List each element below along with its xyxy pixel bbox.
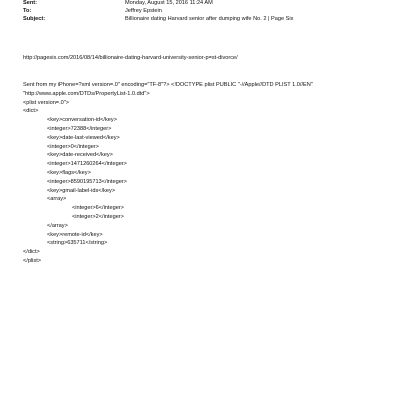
- to-label: To:: [23, 8, 32, 14]
- body-line: <dict>: [23, 108, 39, 115]
- body-line: <integer>72388</integer>: [47, 125, 112, 132]
- body-line: <plist version=.0">: [23, 99, 69, 106]
- body-line: <key>gmail-label-ids</key>: [47, 187, 116, 194]
- body-line: </array>: [47, 222, 68, 229]
- sent-label: Sent:: [23, 0, 37, 6]
- body-line: <integer>2</integer>: [72, 213, 124, 220]
- article-url: http://pagesix.com/2016/08/14/billionaire-dating-harvard-university-senior-p=st-divorce/: [23, 55, 238, 61]
- subject-row: [23, 16, 293, 23]
- subject-label: Subject:: [23, 16, 46, 22]
- body-line: <key>conversation-id</key>: [47, 117, 117, 124]
- body-line: </dict>: [23, 249, 40, 256]
- sent-row: [23, 0, 213, 7]
- message-body: [23, 81, 395, 266]
- body-line: <integer>6</integer>: [72, 205, 124, 212]
- to-row: [23, 8, 162, 15]
- body-line: </plist>: [23, 257, 42, 264]
- to-value: Jeffrey Epstein: [125, 8, 162, 14]
- body-line: <array>: [47, 196, 67, 203]
- subject-value: Billionaire dating Harvard senior after dumping wife No. 2 | Page Six: [125, 16, 294, 22]
- body-line: Sent from my iPhone=?xml version=.0" encoding="TF-8"?> <!DOCTYPE plist PUBLIC "-//Apple//DTD PLIST 1.0//EN": [23, 82, 313, 88]
- body-line: <integer>0</integer>: [47, 143, 99, 150]
- body-line: "http://www.apple.com/DTDs/PropertyList-1.0.dtd">: [23, 90, 150, 97]
- sent-value: Monday, August 15, 2016 11:24 AM: [125, 0, 213, 6]
- body-line: <key>date-received</key>: [47, 152, 113, 159]
- body-line: <integer>1471260264</integer>: [47, 161, 127, 168]
- body-line: <key>date-last-viewed</key>: [47, 134, 120, 141]
- body-line: <string>635711</string>: [47, 240, 108, 247]
- body-line: <key>remote-id</key>: [47, 231, 103, 238]
- body-line: <key>flags</key>: [47, 169, 91, 176]
- body-line: <integer>8590195713</integer>: [47, 178, 127, 185]
